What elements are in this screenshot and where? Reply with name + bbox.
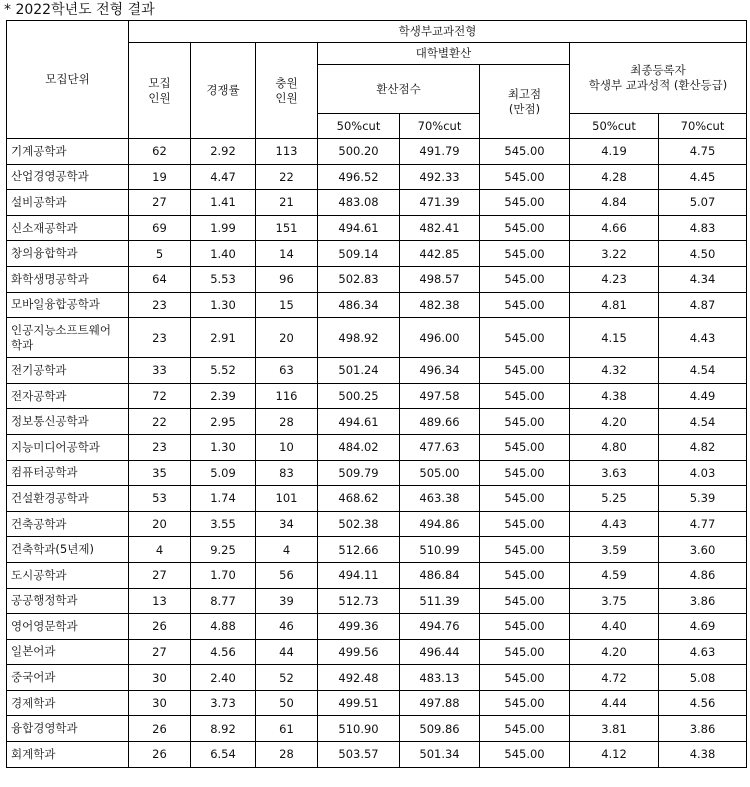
unit-name-line: 인공지능소프트웨어 xyxy=(11,322,111,337)
cell-grade70: 3.86 xyxy=(659,588,747,614)
cell-quota: 20 xyxy=(129,511,191,537)
cell-grade50: 4.20 xyxy=(570,639,659,665)
cell-grade50: 4.15 xyxy=(570,318,659,358)
cell-cut50: 483.08 xyxy=(318,190,400,216)
cell-grade50: 3.22 xyxy=(570,241,659,267)
unit-name-line: 신소재공학과 xyxy=(11,220,78,235)
cell-cut50: 512.73 xyxy=(318,588,400,614)
cell-max-score: 545.00 xyxy=(480,562,570,588)
header-cut70: 70%cut xyxy=(400,114,480,139)
header-quota-line1: 모집 xyxy=(148,75,171,90)
header-final-line2: 학생부 교과성적 (환산등급) xyxy=(588,78,728,92)
unit-name-line: 전기공학과 xyxy=(11,362,67,377)
cell-quota: 4 xyxy=(129,537,191,563)
cell-cut70: 494.86 xyxy=(400,511,480,537)
cell-quota: 30 xyxy=(129,665,191,691)
cell-grade50: 4.32 xyxy=(570,358,659,384)
cell-competition: 1.99 xyxy=(191,215,256,241)
cell-grade50: 4.44 xyxy=(570,690,659,716)
unit-name-line: 도시공학과 xyxy=(11,567,67,582)
cell-unit xyxy=(7,588,129,614)
cell-competition: 2.40 xyxy=(191,665,256,691)
cell-unit xyxy=(7,639,129,665)
unit-name-line: 산업경영공학과 xyxy=(11,169,89,184)
table-row xyxy=(7,383,747,409)
cell-competition: 1.30 xyxy=(191,292,256,318)
cell-grade50: 4.23 xyxy=(570,266,659,292)
cell-unit xyxy=(7,318,129,358)
cell-grade70: 3.86 xyxy=(659,716,747,742)
cell-waitlist: 15 xyxy=(256,292,318,318)
cell-waitlist: 44 xyxy=(256,639,318,665)
header-final-line1: 최종등록자 xyxy=(630,63,686,77)
cell-grade70: 4.34 xyxy=(659,266,747,292)
unit-name-line: 컴퓨터공학과 xyxy=(11,465,78,480)
unit-name-line: 학과 xyxy=(11,337,34,352)
cell-grade70: 5.07 xyxy=(659,190,747,216)
unit-name-line: 설비공학과 xyxy=(11,194,67,209)
header-competition: 경쟁률 xyxy=(191,43,256,139)
header-converted-score: 환산점수 xyxy=(318,65,480,114)
cell-unit xyxy=(7,716,129,742)
header-max-line2: (만점) xyxy=(508,101,541,116)
cell-waitlist: 116 xyxy=(256,383,318,409)
cell-grade70: 4.75 xyxy=(659,139,747,165)
cell-unit xyxy=(7,614,129,640)
cell-waitlist: 34 xyxy=(256,511,318,537)
cell-cut50: 484.02 xyxy=(318,434,400,460)
table-row xyxy=(7,690,747,716)
cell-unit xyxy=(7,562,129,588)
cell-cut50: 499.51 xyxy=(318,690,400,716)
cell-max-score: 545.00 xyxy=(480,639,570,665)
cell-unit xyxy=(7,537,129,563)
cell-cut70: 509.86 xyxy=(400,716,480,742)
cell-cut70: 498.57 xyxy=(400,266,480,292)
cell-grade70: 3.60 xyxy=(659,537,747,563)
cell-grade50: 4.20 xyxy=(570,409,659,435)
cell-cut50: 512.66 xyxy=(318,537,400,563)
table-row xyxy=(7,742,747,768)
cell-max-score: 545.00 xyxy=(480,690,570,716)
cell-max-score: 545.00 xyxy=(480,665,570,691)
cell-quota: 23 xyxy=(129,434,191,460)
unit-name-line: 일본어과 xyxy=(11,644,56,659)
cell-max-score: 545.00 xyxy=(480,318,570,358)
table-row xyxy=(7,409,747,435)
cell-competition: 5.52 xyxy=(191,358,256,384)
cell-quota: 23 xyxy=(129,318,191,358)
unit-name-line: 모바일융합공학과 xyxy=(11,297,100,312)
table-row xyxy=(7,614,747,640)
cell-cut70: 442.85 xyxy=(400,241,480,267)
table-row xyxy=(7,139,747,165)
cell-unit xyxy=(7,190,129,216)
table-row xyxy=(7,537,747,563)
unit-name-line: 지능미디어공학과 xyxy=(11,439,100,454)
cell-cut70: 494.76 xyxy=(400,614,480,640)
cell-grade50: 4.19 xyxy=(570,139,659,165)
cell-max-score: 545.00 xyxy=(480,409,570,435)
header-waitlist xyxy=(256,43,318,139)
cell-max-score: 545.00 xyxy=(480,266,570,292)
header-unit: 모집단위 xyxy=(7,21,129,139)
cell-unit xyxy=(7,383,129,409)
unit-name-line: 회계학과 xyxy=(11,746,56,761)
header-quota xyxy=(129,43,191,139)
cell-waitlist: 151 xyxy=(256,215,318,241)
table-row xyxy=(7,241,747,267)
cell-quota: 26 xyxy=(129,742,191,768)
cell-grade70: 4.77 xyxy=(659,511,747,537)
unit-name-line: 중국어과 xyxy=(11,670,56,685)
page-title: * 2022학년도 전형 결과 xyxy=(4,2,155,18)
table-row xyxy=(7,588,747,614)
unit-name-line: 건설환경공학과 xyxy=(11,490,89,505)
cell-cut70: 505.00 xyxy=(400,460,480,486)
cell-quota: 72 xyxy=(129,383,191,409)
cell-cut70: 492.33 xyxy=(400,164,480,190)
cell-unit xyxy=(7,292,129,318)
cell-grade70: 4.38 xyxy=(659,742,747,768)
cell-competition: 5.53 xyxy=(191,266,256,292)
cell-max-score: 545.00 xyxy=(480,614,570,640)
cell-cut70: 496.00 xyxy=(400,318,480,358)
cell-waitlist: 14 xyxy=(256,241,318,267)
cell-unit xyxy=(7,690,129,716)
unit-name-line: 영어영문학과 xyxy=(11,618,78,633)
cell-grade50: 4.80 xyxy=(570,434,659,460)
cell-max-score: 545.00 xyxy=(480,292,570,318)
cell-waitlist: 46 xyxy=(256,614,318,640)
cell-cut50: 494.11 xyxy=(318,562,400,588)
cell-grade50: 3.63 xyxy=(570,460,659,486)
cell-max-score: 545.00 xyxy=(480,716,570,742)
cell-cut50: 500.25 xyxy=(318,383,400,409)
cell-quota: 19 xyxy=(129,164,191,190)
header-grade70: 70%cut xyxy=(659,114,747,139)
cell-max-score: 545.00 xyxy=(480,588,570,614)
cell-unit xyxy=(7,511,129,537)
cell-waitlist: 21 xyxy=(256,190,318,216)
cell-cut70: 477.63 xyxy=(400,434,480,460)
cell-waitlist: 22 xyxy=(256,164,318,190)
unit-name-line: 화학생명공학과 xyxy=(11,271,89,286)
cell-grade70: 4.63 xyxy=(659,639,747,665)
cell-cut70: 486.84 xyxy=(400,562,480,588)
cell-unit xyxy=(7,266,129,292)
cell-grade50: 4.81 xyxy=(570,292,659,318)
cell-grade70: 4.50 xyxy=(659,241,747,267)
cell-unit xyxy=(7,460,129,486)
cell-grade70: 4.87 xyxy=(659,292,747,318)
cell-grade50: 4.66 xyxy=(570,215,659,241)
cell-grade50: 4.40 xyxy=(570,614,659,640)
cell-max-score: 545.00 xyxy=(480,190,570,216)
cell-cut70: 482.38 xyxy=(400,292,480,318)
cell-grade70: 4.43 xyxy=(659,318,747,358)
cell-waitlist: 39 xyxy=(256,588,318,614)
cell-cut50: 499.56 xyxy=(318,639,400,665)
cell-cut70: 463.38 xyxy=(400,486,480,512)
cell-competition: 2.92 xyxy=(191,139,256,165)
cell-cut50: 468.62 xyxy=(318,486,400,512)
cell-waitlist: 56 xyxy=(256,562,318,588)
cell-competition: 4.88 xyxy=(191,614,256,640)
cell-max-score: 545.00 xyxy=(480,383,570,409)
table-row xyxy=(7,665,747,691)
cell-cut50: 499.36 xyxy=(318,614,400,640)
cell-grade70: 4.49 xyxy=(659,383,747,409)
cell-quota: 69 xyxy=(129,215,191,241)
cell-cut70: 482.41 xyxy=(400,215,480,241)
header-cut50: 50%cut xyxy=(318,114,400,139)
table-row xyxy=(7,562,747,588)
cell-grade70: 4.54 xyxy=(659,358,747,384)
cell-quota: 26 xyxy=(129,716,191,742)
cell-cut70: 497.88 xyxy=(400,690,480,716)
cell-unit xyxy=(7,164,129,190)
table-row xyxy=(7,215,747,241)
cell-grade70: 4.45 xyxy=(659,164,747,190)
cell-grade70: 4.69 xyxy=(659,614,747,640)
table-row xyxy=(7,266,747,292)
unit-name-line: 정보통신공학과 xyxy=(11,414,89,429)
unit-name-line: 창의융합학과 xyxy=(11,246,78,261)
admission-results-table xyxy=(6,20,747,768)
cell-quota: 27 xyxy=(129,562,191,588)
cell-cut70: 489.66 xyxy=(400,409,480,435)
cell-cut50: 494.61 xyxy=(318,409,400,435)
cell-quota: 33 xyxy=(129,358,191,384)
cell-unit xyxy=(7,215,129,241)
table-row xyxy=(7,358,747,384)
cell-competition: 1.40 xyxy=(191,241,256,267)
cell-unit xyxy=(7,139,129,165)
table-row xyxy=(7,511,747,537)
cell-cut70: 496.34 xyxy=(400,358,480,384)
cell-unit xyxy=(7,742,129,768)
cell-quota: 26 xyxy=(129,614,191,640)
table-row xyxy=(7,164,747,190)
cell-competition: 5.09 xyxy=(191,460,256,486)
cell-cut70: 496.44 xyxy=(400,639,480,665)
header-max-line1: 최고점 xyxy=(507,86,542,101)
cell-cut50: 498.92 xyxy=(318,318,400,358)
cell-max-score: 545.00 xyxy=(480,139,570,165)
header-waitlist-line2: 인원 xyxy=(275,90,298,105)
table-row xyxy=(7,486,747,512)
unit-name-line: 건축공학과 xyxy=(11,516,67,531)
cell-max-score: 545.00 xyxy=(480,215,570,241)
table-row xyxy=(7,460,747,486)
cell-cut70: 501.34 xyxy=(400,742,480,768)
cell-competition: 2.91 xyxy=(191,318,256,358)
cell-cut70: 491.79 xyxy=(400,139,480,165)
cell-grade50: 3.75 xyxy=(570,588,659,614)
cell-max-score: 545.00 xyxy=(480,164,570,190)
cell-competition: 8.77 xyxy=(191,588,256,614)
cell-waitlist: 28 xyxy=(256,409,318,435)
cell-cut50: 496.52 xyxy=(318,164,400,190)
cell-grade50: 4.38 xyxy=(570,383,659,409)
cell-cut70: 483.13 xyxy=(400,665,480,691)
cell-competition: 9.25 xyxy=(191,537,256,563)
unit-name-line: 경제학과 xyxy=(11,695,56,710)
header-max-score xyxy=(480,65,570,139)
table-body xyxy=(7,139,747,768)
cell-cut50: 492.48 xyxy=(318,665,400,691)
cell-grade70: 4.03 xyxy=(659,460,747,486)
cell-waitlist: 52 xyxy=(256,665,318,691)
cell-max-score: 545.00 xyxy=(480,511,570,537)
cell-unit xyxy=(7,434,129,460)
cell-competition: 1.70 xyxy=(191,562,256,588)
cell-cut50: 494.61 xyxy=(318,215,400,241)
cell-competition: 3.73 xyxy=(191,690,256,716)
cell-max-score: 545.00 xyxy=(480,460,570,486)
cell-quota: 27 xyxy=(129,190,191,216)
cell-grade50: 3.59 xyxy=(570,537,659,563)
cell-max-score: 545.00 xyxy=(480,537,570,563)
cell-competition: 6.54 xyxy=(191,742,256,768)
unit-name-line: 융합경영학과 xyxy=(11,721,78,736)
cell-cut70: 511.39 xyxy=(400,588,480,614)
cell-quota: 35 xyxy=(129,460,191,486)
cell-cut70: 497.58 xyxy=(400,383,480,409)
header-grade50: 50%cut xyxy=(570,114,659,139)
cell-quota: 23 xyxy=(129,292,191,318)
cell-grade70: 4.83 xyxy=(659,215,747,241)
cell-grade50: 4.28 xyxy=(570,164,659,190)
cell-quota: 27 xyxy=(129,639,191,665)
cell-quota: 64 xyxy=(129,266,191,292)
cell-cut50: 510.90 xyxy=(318,716,400,742)
cell-cut50: 501.24 xyxy=(318,358,400,384)
cell-competition: 2.95 xyxy=(191,409,256,435)
cell-waitlist: 61 xyxy=(256,716,318,742)
cell-cut50: 502.38 xyxy=(318,511,400,537)
cell-cut70: 471.39 xyxy=(400,190,480,216)
header-quota-line2: 인원 xyxy=(148,90,171,105)
cell-unit xyxy=(7,358,129,384)
cell-waitlist: 113 xyxy=(256,139,318,165)
cell-grade50: 4.43 xyxy=(570,511,659,537)
cell-competition: 8.92 xyxy=(191,716,256,742)
header-converted-group: 대학별환산 xyxy=(318,43,570,65)
cell-cut50: 509.79 xyxy=(318,460,400,486)
cell-grade50: 3.81 xyxy=(570,716,659,742)
cell-grade70: 4.54 xyxy=(659,409,747,435)
cell-grade50: 4.72 xyxy=(570,665,659,691)
cell-cut50: 486.34 xyxy=(318,292,400,318)
cell-unit xyxy=(7,486,129,512)
cell-waitlist: 4 xyxy=(256,537,318,563)
cell-quota: 22 xyxy=(129,409,191,435)
cell-competition: 3.55 xyxy=(191,511,256,537)
cell-grade50: 4.12 xyxy=(570,742,659,768)
unit-name-line: 건축학과(5년제) xyxy=(11,542,94,557)
cell-quota: 62 xyxy=(129,139,191,165)
cell-unit xyxy=(7,665,129,691)
header-final-group xyxy=(570,43,747,114)
cell-unit xyxy=(7,241,129,267)
cell-max-score: 545.00 xyxy=(480,486,570,512)
cell-cut70: 510.99 xyxy=(400,537,480,563)
table-row xyxy=(7,292,747,318)
cell-grade70: 5.08 xyxy=(659,665,747,691)
cell-cut50: 502.83 xyxy=(318,266,400,292)
cell-grade70: 5.39 xyxy=(659,486,747,512)
cell-competition: 1.30 xyxy=(191,434,256,460)
cell-quota: 30 xyxy=(129,690,191,716)
cell-waitlist: 63 xyxy=(256,358,318,384)
unit-name-line: 공공행정학과 xyxy=(11,593,78,608)
cell-grade50: 5.25 xyxy=(570,486,659,512)
table-row xyxy=(7,716,747,742)
table-row xyxy=(7,318,747,358)
cell-grade70: 4.82 xyxy=(659,434,747,460)
table-row xyxy=(7,190,747,216)
cell-competition: 2.39 xyxy=(191,383,256,409)
cell-max-score: 545.00 xyxy=(480,742,570,768)
cell-waitlist: 101 xyxy=(256,486,318,512)
cell-waitlist: 10 xyxy=(256,434,318,460)
table-row xyxy=(7,639,747,665)
cell-grade50: 4.59 xyxy=(570,562,659,588)
cell-max-score: 545.00 xyxy=(480,358,570,384)
cell-max-score: 545.00 xyxy=(480,434,570,460)
cell-grade50: 4.84 xyxy=(570,190,659,216)
cell-competition: 4.56 xyxy=(191,639,256,665)
cell-quota: 53 xyxy=(129,486,191,512)
cell-waitlist: 28 xyxy=(256,742,318,768)
cell-competition: 1.74 xyxy=(191,486,256,512)
cell-waitlist: 50 xyxy=(256,690,318,716)
cell-cut50: 503.57 xyxy=(318,742,400,768)
cell-cut50: 500.20 xyxy=(318,139,400,165)
cell-max-score: 545.00 xyxy=(480,241,570,267)
cell-unit xyxy=(7,409,129,435)
cell-waitlist: 96 xyxy=(256,266,318,292)
unit-name-line: 기계공학과 xyxy=(11,143,67,158)
header-category: 학생부교과전형 xyxy=(129,21,747,43)
unit-name-line: 전자공학과 xyxy=(11,388,67,403)
header-waitlist-line1: 충원 xyxy=(275,75,298,90)
cell-competition: 4.47 xyxy=(191,164,256,190)
table-row xyxy=(7,434,747,460)
cell-grade70: 4.86 xyxy=(659,562,747,588)
cell-competition: 1.41 xyxy=(191,190,256,216)
cell-cut50: 509.14 xyxy=(318,241,400,267)
cell-waitlist: 20 xyxy=(256,318,318,358)
cell-grade70: 4.56 xyxy=(659,690,747,716)
cell-quota: 13 xyxy=(129,588,191,614)
cell-quota: 5 xyxy=(129,241,191,267)
cell-waitlist: 83 xyxy=(256,460,318,486)
